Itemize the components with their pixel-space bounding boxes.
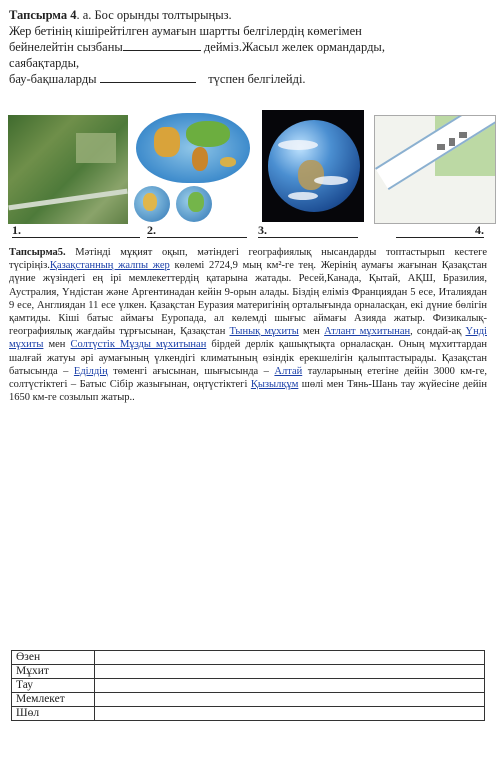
answer-cell[interactable] [95, 665, 485, 679]
task4-line2: Жер бетінің кішірейтілген аумағын шартты белгілердің көмегімен [9, 23, 362, 38]
task4-line5a: бау-бақшаларды [9, 72, 97, 86]
paragraph-text: мен [43, 339, 71, 351]
earth-from-space-image [262, 110, 364, 222]
category-label: Мұхит [12, 665, 95, 679]
answer-field-1[interactable]: 1. [12, 224, 140, 238]
task4-heading: Тапсырма 4 [9, 8, 77, 22]
answer-field-2[interactable]: 2. [147, 224, 247, 238]
table-row [12, 707, 485, 721]
task4-instruction: . а. Бос орынды толтырыңыз. [76, 8, 232, 22]
task4-line3b: дейміз.Жасыл желек ормандарды, [203, 40, 385, 54]
paragraph-text: көлемі 2724,9 мың км²-ге тең. Жерінің аумағы жағынан Қазақстан дүние жүзіндегі ең ірі мемлекеттердің қатарына жатады. Ресей,Канада, Қытай, АҚШ, Бразилия, Аустралия, Үндістан және Аргентинадан кейін 9-орын алады. Біздің еліміз Франциядан 5 есе, Италиядан 9 есе, Англиядан 11 есе үлкен. Қазақстан Еуразия материгінің орталығында орналасқан, екі дүние бөлігін қамтиды. Кіші батыс аймағы Еуропада, ал көлемді шығыс аймағы Азияда жатыр. Физикалық-географиялық жағдайы тұрғысынан, Қазақстан [9, 260, 487, 338]
answer-field-3[interactable]: 3. [258, 224, 358, 238]
answer-field-4[interactable]: 4. [396, 224, 484, 238]
paragraph-text: төменгі ағысынан, шығысында – [107, 365, 275, 377]
task5-body [9, 247, 487, 403]
geo-link[interactable]: Еділдің [73, 365, 108, 377]
paragraph-text: тауларының етегіне дейін 3000 км-ге, солтүстіктегі – Батыс Сібір жазығынан, оңтүстіктегі [9, 365, 487, 391]
answer-cell[interactable] [95, 693, 485, 707]
answer-cell[interactable] [95, 707, 485, 721]
world-map-image [136, 113, 250, 183]
table-row [12, 665, 485, 679]
geo-link[interactable]: Атлант мұхитынан [324, 326, 411, 338]
classification-table [11, 650, 485, 721]
geo-link[interactable]: Қызылқұм [250, 379, 299, 391]
paragraph-text: Мәтінді мұқият оқып, мәтіндегі географиялық нысандарды топтастырып кестеге түсіріңіз. [9, 247, 487, 272]
paragraph-text: , сондай-ақ [410, 326, 466, 338]
geo-link[interactable]: Тынық мұхиты [229, 326, 299, 338]
geo-link[interactable]: Алтай [274, 365, 303, 377]
topographic-plan-image [374, 115, 496, 224]
images-row [8, 110, 494, 222]
blank-field-1[interactable] [123, 39, 201, 51]
task4-line5b: түспен белгілейді. [208, 72, 306, 86]
geo-link[interactable]: Қазақстанның жалпы жер [49, 260, 170, 272]
answer-cell[interactable] [95, 651, 485, 665]
paragraph-text: мен [298, 326, 325, 338]
table-row [12, 693, 485, 707]
category-label: Шөл [12, 707, 95, 721]
category-label: Өзен [12, 651, 95, 665]
globe-east-image [176, 186, 212, 222]
table-row [12, 651, 485, 665]
table-row [12, 679, 485, 693]
blank-field-2[interactable] [100, 71, 196, 83]
paragraph-text: шөлі мен Тянь-Шань тау жүйесіне дейін 1650 км-ге созылып жатыр.. [9, 379, 487, 404]
answer-labels [12, 224, 498, 240]
category-label: Мемлекет [12, 693, 95, 707]
paragraph-text: бірдей дерлік қашықтықта орналасқан. Оның мұхиттардан шалғай жатуы әрі аумағының үлкендігі климатының өзіндік ерекшелігін қалыптастырады. Қазақстан батысында – [9, 339, 487, 377]
answer-cell[interactable] [95, 679, 485, 693]
task5-heading: Тапсырма5. [9, 247, 66, 258]
task4-line3a: бейнелейтін сызбаны [9, 40, 123, 54]
aerial-photo-image [8, 115, 128, 224]
geo-link[interactable]: Үнді мұхиты [9, 326, 487, 351]
task5-text [9, 246, 487, 404]
task4-line4: саябақтарды, [9, 55, 80, 70]
geo-link[interactable]: Солтүстік Мұзды мұхитынан [70, 339, 207, 351]
globe-west-image [134, 186, 170, 222]
task4-block [9, 8, 499, 88]
category-label: Тау [12, 679, 95, 693]
